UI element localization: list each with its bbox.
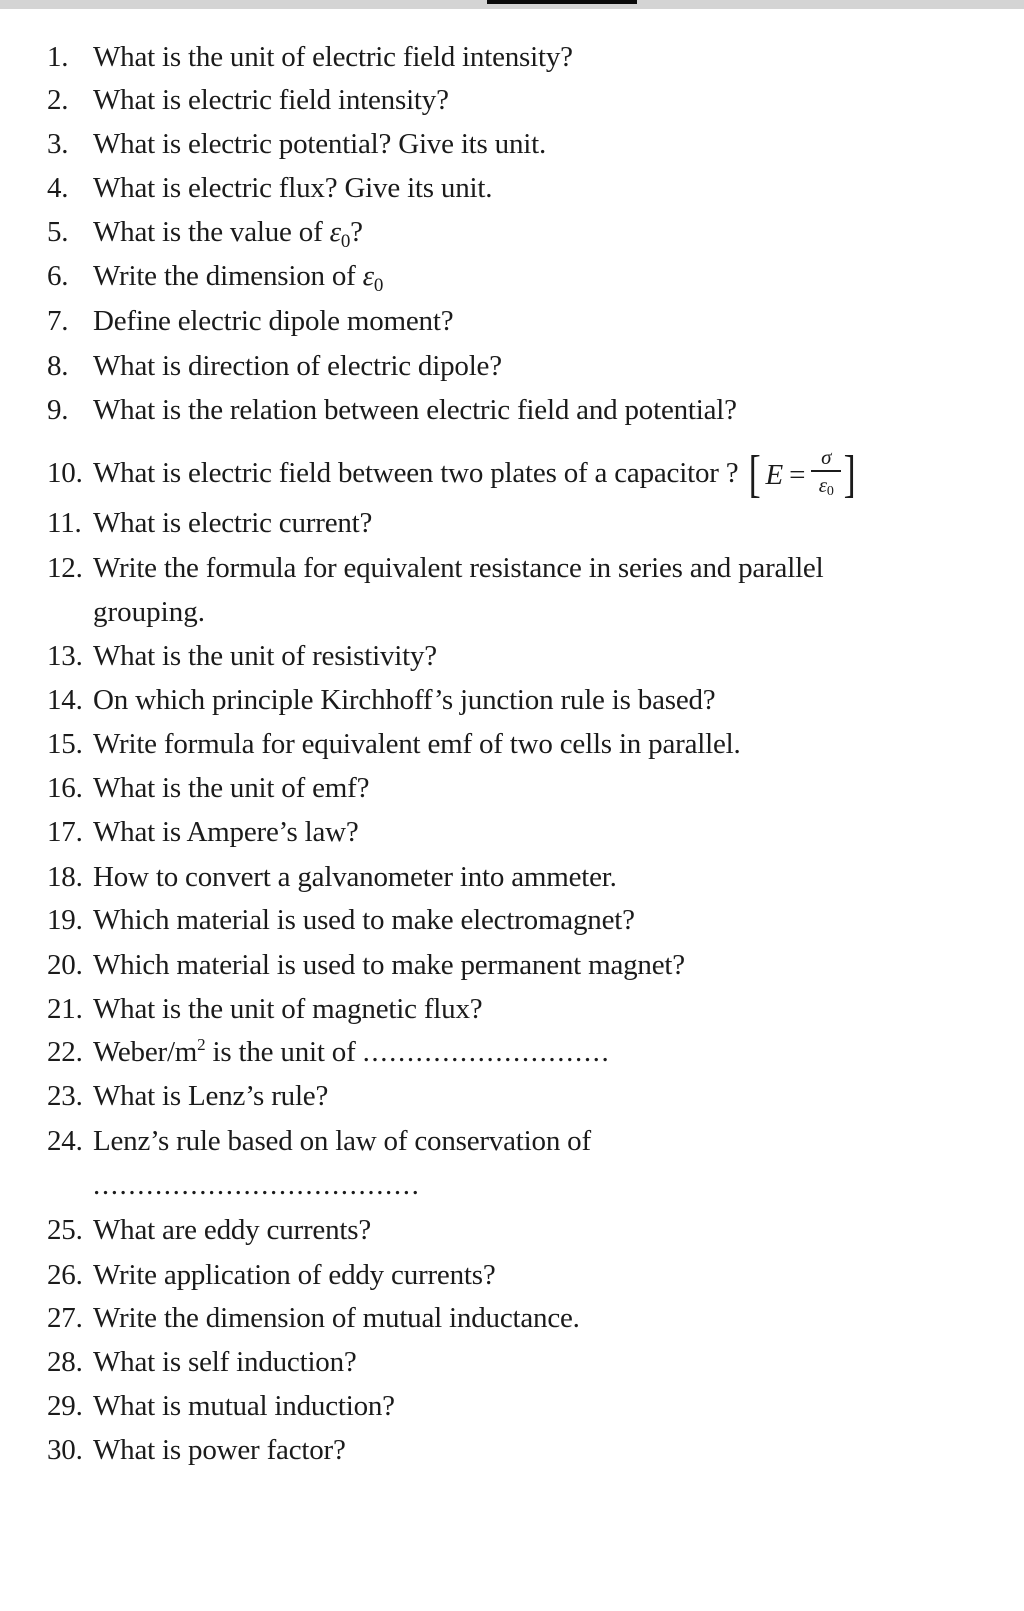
question-19 [47,903,635,937]
question-25 [47,1213,371,1247]
question-text: On which principle Kirchhoff’s junction rule is based? [93,684,716,716]
question-20 [47,948,685,982]
question-30 [47,1433,346,1467]
superscript-2: 2 [197,1035,206,1054]
question-3 [47,127,546,161]
question-23 [47,1079,328,1113]
question-number: 27. [47,1302,83,1334]
question-number: 24. [47,1125,83,1157]
question-text: How to convert a galvanometer into ammeter. [93,861,617,893]
question-number: 1. [47,41,69,73]
question-number: 5. [47,216,69,248]
question-number: 8. [47,350,69,382]
capacitor-field-formula [746,446,858,503]
question-number: 15. [47,728,83,760]
question-text: Write the dimension of [93,260,363,292]
question-text: What is electric field intensity? [93,84,449,116]
question-text: What is the unit of magnetic flux? [93,993,483,1025]
question-text: What is power factor? [93,1434,346,1466]
question-text: What is the unit of resistivity? [93,640,437,672]
formula-equals: = [789,458,806,491]
question-text: What is electric potential? Give its unit. [93,128,547,160]
question-number: 17. [47,816,83,848]
formula-fraction [811,446,841,503]
question-text: What is the value of [93,216,330,248]
question-text: Which material is used to make permanent magnet? [93,949,685,981]
question-9 [47,393,737,427]
formula-close-bracket: ] [843,445,856,503]
question-number: 2. [47,84,69,116]
question-18 [47,860,617,894]
question-number: 26. [47,1259,83,1291]
formula-open-bracket: [ [748,445,761,503]
question-29 [47,1389,395,1423]
question-12 [47,551,823,585]
question-number: 13. [47,640,83,672]
question-number: 18. [47,861,83,893]
question-17 [47,815,359,849]
question-12-continuation: grouping. [93,596,205,628]
question-text: What is self induction? [93,1346,357,1378]
question-24 [47,1124,591,1158]
question-text: Write the dimension of mutual inductance. [93,1302,580,1334]
fill-in-blank: ..................................... [93,1169,421,1201]
fraction-denominator: $\varepsilon_0$ [818,473,834,499]
question-15 [47,727,741,761]
formula-lhs: E [765,458,784,491]
question-2 [47,83,449,117]
question-text: Which material is used to make electromagnet? [93,904,635,936]
question-14 [47,683,715,717]
question-22 [47,1035,610,1069]
question-13 [47,639,437,673]
question-5 [47,215,363,259]
question-16 [47,771,369,805]
question-number: 25. [47,1214,83,1246]
question-text: What is the unit of electric field intensity? [93,41,573,73]
question-10 [47,444,858,501]
question-7 [47,304,453,338]
question-text: What is electric flux? Give its unit. [93,172,493,204]
question-number: 30. [47,1434,83,1466]
question-27 [47,1301,580,1335]
question-suffix: is the unit of [205,1036,363,1068]
question-text: What is mutual induction? [93,1390,395,1422]
question-suffix: ? [350,216,363,248]
question-21 [47,992,482,1026]
question-number: 9. [47,394,69,426]
question-28 [47,1345,357,1379]
question-number: 19. [47,904,83,936]
question-number: 28. [47,1346,83,1378]
question-number: 16. [47,772,83,804]
question-text: What is Ampere’s law? [93,816,359,848]
question-number: 12. [47,552,83,584]
question-text: What are eddy currents? [93,1214,371,1246]
question-6 [47,259,383,303]
question-text: Weber/m [93,1036,198,1068]
question-11 [47,506,372,540]
fraction-numerator: σ [821,445,832,469]
top-handle [487,0,637,4]
viewer-top-bar [0,0,1024,9]
question-number: 11. [47,507,82,539]
question-number: 23. [47,1080,83,1112]
question-8 [47,349,502,383]
question-number: 20. [47,949,83,981]
question-text: What is the relation between electric field and potential? [93,394,737,426]
question-number: 29. [47,1390,83,1422]
question-1 [47,40,573,74]
question-number: 4. [47,172,69,204]
epsilon-symbol: $\varepsilon_0$ [362,260,384,296]
question-text: What is electric current? [93,507,373,539]
question-number: 3. [47,128,69,160]
question-number: 14. [47,684,83,716]
question-text: What is the unit of emf? [93,772,370,804]
question-text: Define electric dipole moment? [93,305,454,337]
question-text: Lenz’s rule based on law of conservation of [93,1125,591,1157]
question-text: What is direction of electric dipole? [93,350,502,382]
fraction-bar [811,470,841,472]
question-number: 22. [47,1036,83,1068]
epsilon-symbol: $\varepsilon_0$ [329,216,351,252]
question-26 [47,1258,496,1292]
question-text: What is electric field between two plates of a capacitor ? [93,456,739,489]
question-4 [47,171,492,205]
question-number: 21. [47,993,83,1025]
question-number: 7. [47,305,69,337]
question-number: 6. [47,260,69,292]
question-text: Write formula for equivalent emf of two cells in parallel. [93,728,741,760]
question-number: 10. [47,456,83,489]
question-text: Write application of eddy currents? [93,1259,496,1291]
fill-in-blank: ............................ [362,1036,611,1068]
question-text: Write the formula for equivalent resistance in series and parallel [93,552,824,584]
question-text: What is Lenz’s rule? [93,1080,329,1112]
